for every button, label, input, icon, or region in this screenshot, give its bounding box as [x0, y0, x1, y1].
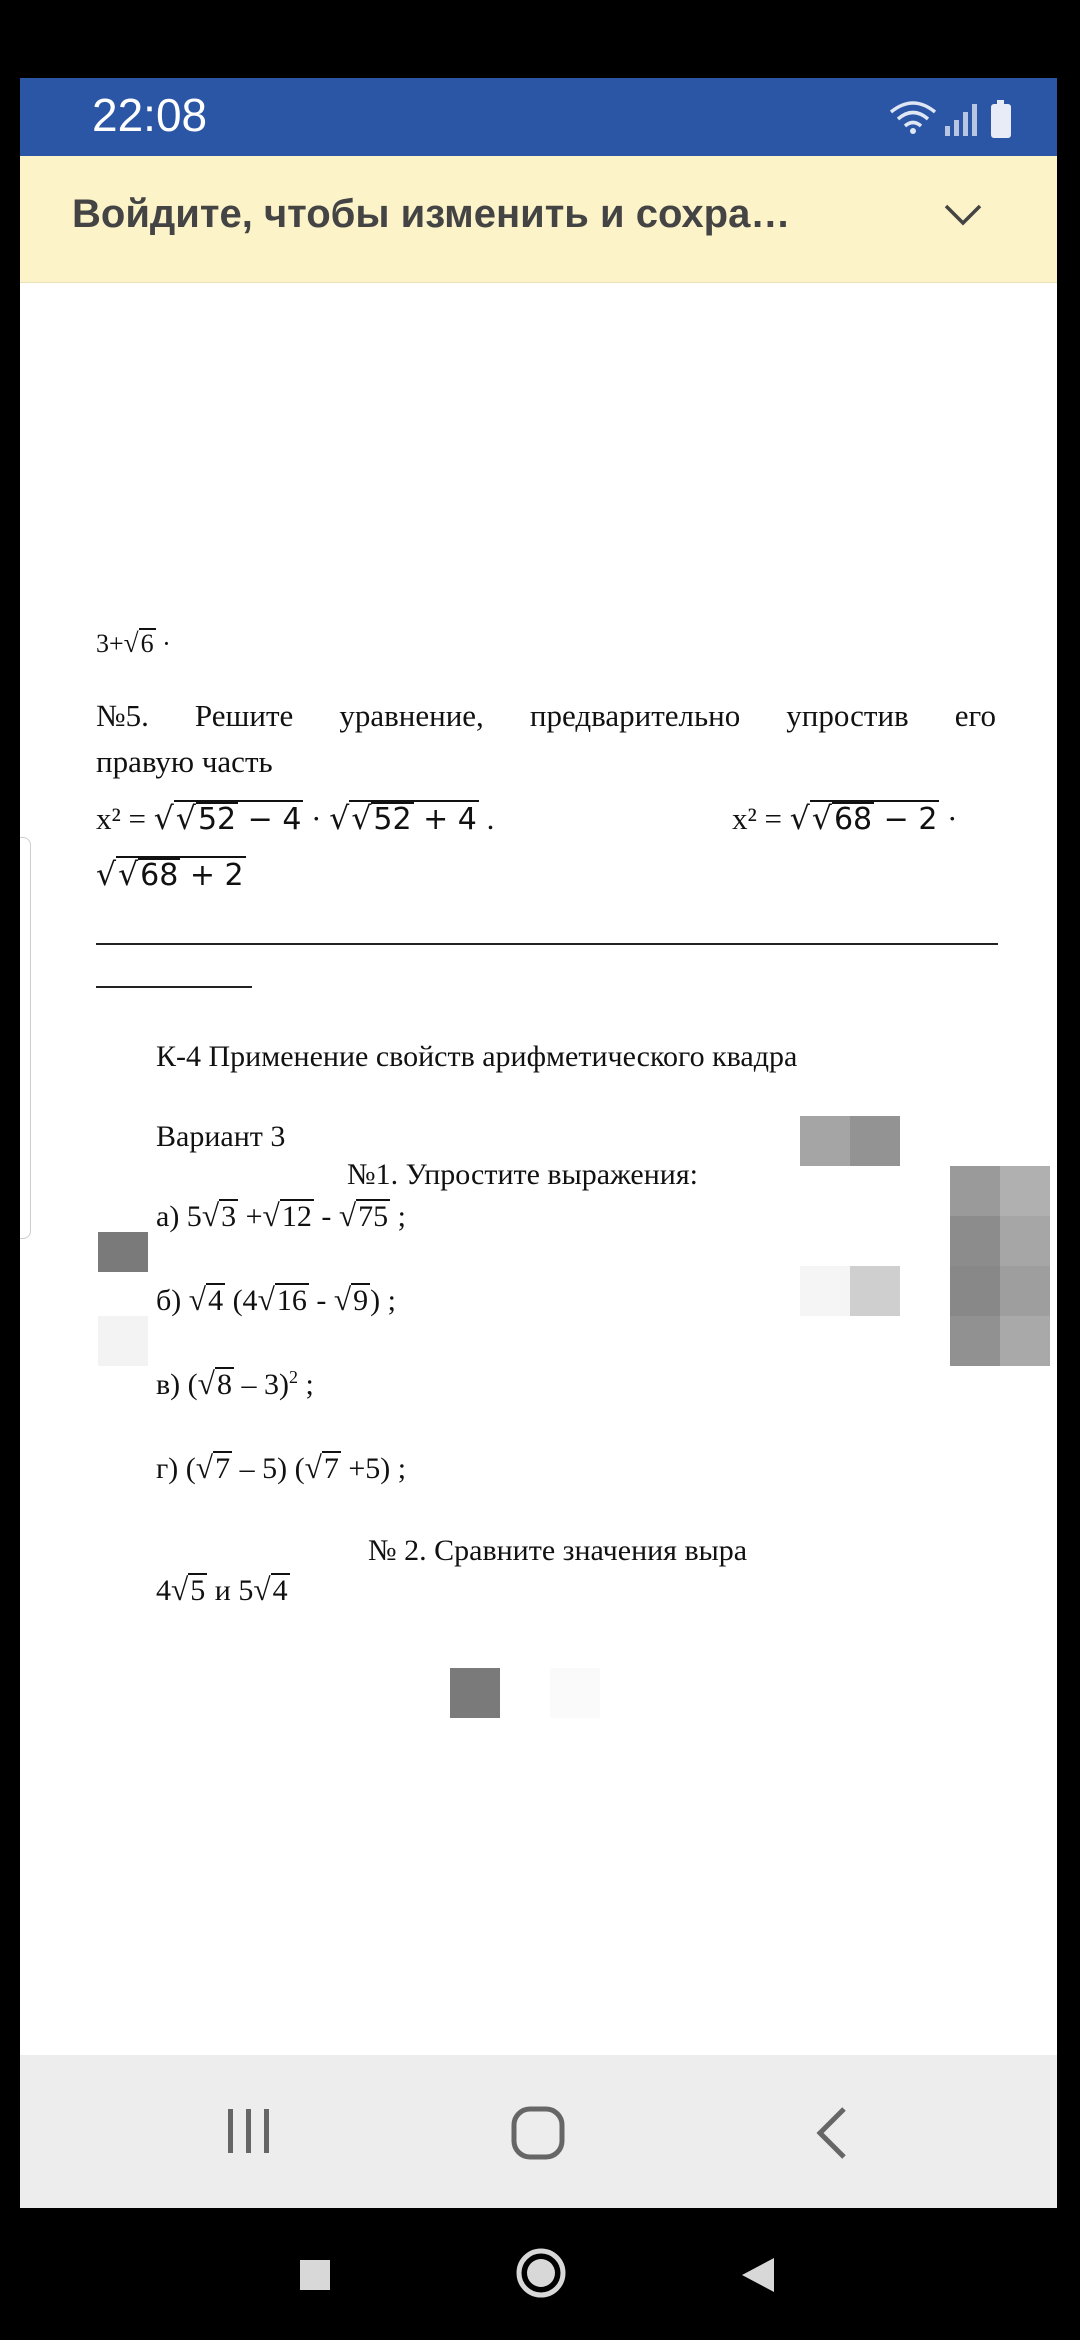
item-g-radicand-2: 7 — [323, 1452, 339, 1485]
item-b-radicand: 4 — [208, 1284, 224, 1317]
square-icon[interactable] — [298, 2258, 332, 2292]
fragment-prefix: 3+ — [96, 629, 124, 658]
eq1-inner-2: 52 — [373, 802, 412, 837]
item-g-mid: – 5) ( — [232, 1452, 305, 1485]
pixel-artifact — [950, 1266, 1000, 1316]
triangle-back-icon[interactable] — [740, 2256, 776, 2294]
status-bar — [20, 78, 1057, 156]
eq1-inner: 52 — [197, 802, 237, 837]
eq2-inner-2: 68 — [140, 858, 179, 893]
sign-in-banner[interactable] — [20, 156, 1057, 283]
pixel-artifact — [950, 1316, 1000, 1366]
item-a-minus: - — [313, 1200, 339, 1233]
fragment-suffix: · — [155, 629, 171, 658]
back-icon[interactable] — [812, 2105, 852, 2161]
fragment-radicand: 6 — [140, 629, 154, 658]
task5-word: упростив — [786, 698, 909, 733]
pixel-artifact — [800, 1116, 850, 1166]
sqrt-symbol: √6 — [123, 628, 154, 658]
task1-item-a: а) 5√3 +√12 - √75 ; — [156, 1198, 406, 1233]
equation-2: x² = √√68 − 2 · — [732, 801, 958, 837]
home-icon[interactable] — [510, 2105, 566, 2161]
compare-radicand-2: 4 — [272, 1574, 288, 1607]
eq1-dot: · — [303, 801, 330, 836]
item-b-radicand-3: 9 — [353, 1284, 369, 1317]
pixel-artifact — [950, 1216, 1000, 1266]
task2-compare: 4√5 и 5√4 — [156, 1572, 288, 1607]
equation-2-cont: √√68 + 2 — [96, 857, 244, 893]
pixel-artifact — [550, 1668, 600, 1718]
status-icons — [887, 96, 1027, 140]
sign-in-banner-text: Войдите, чтобы изменить и сохра… — [72, 192, 791, 236]
document-page[interactable] — [20, 282, 1057, 2132]
task1-item-v: в) (√8 – 3)$^2$ ; — [156, 1366, 314, 1401]
item-g-label: г) ( — [156, 1452, 196, 1485]
pixel-artifact — [850, 1116, 900, 1166]
pixel-artifact — [98, 1232, 148, 1272]
battery-icon — [991, 100, 1011, 138]
item-a-label: а) 5 — [156, 1200, 202, 1233]
eq2-tail: − 2 — [874, 802, 938, 837]
app-nav-bar — [20, 2055, 1057, 2208]
task5-word: его — [954, 698, 996, 733]
compare-a: 4 — [156, 1574, 171, 1607]
pixel-artifact — [1000, 1166, 1050, 1216]
item-b-mid: (4 — [225, 1284, 258, 1317]
task5-word: №5. — [96, 698, 149, 733]
pixel-artifact — [98, 1316, 148, 1366]
eq2-lhs: x² = — [732, 801, 790, 836]
eq1-lhs: x² = — [96, 801, 154, 836]
compare-radicand: 5 — [190, 1574, 206, 1607]
wifi-icon — [891, 103, 935, 134]
pixel-artifact — [850, 1266, 900, 1316]
pixel-artifact — [950, 1166, 1000, 1216]
item-v-end: ; — [297, 1368, 314, 1401]
item-b-end: ) ; — [370, 1284, 396, 1317]
eq2-dot: · — [939, 801, 958, 836]
task5-word: Решите — [194, 698, 294, 733]
eq1-end: . — [478, 801, 495, 836]
item-a-end: ; — [390, 1200, 406, 1233]
compare-and: и 5 — [207, 1574, 254, 1607]
item-g-radicand: 7 — [215, 1452, 231, 1485]
signal-icon — [945, 104, 977, 136]
item-a-radicand-3: 75 — [358, 1200, 389, 1233]
circle-icon[interactable] — [514, 2246, 568, 2300]
fragment-line — [96, 628, 171, 659]
item-b-label: б) — [156, 1284, 189, 1317]
task5-word: предварительно — [529, 698, 741, 733]
item-v-radicand: 8 — [216, 1368, 232, 1401]
pixel-artifact — [1000, 1216, 1050, 1266]
system-nav-bar — [0, 2208, 1080, 2340]
item-a-plus: + — [238, 1200, 263, 1233]
item-v-label: в) ( — [156, 1368, 198, 1401]
item-b-radicand-2: 16 — [276, 1284, 307, 1317]
item-v-exponent: 2 — [288, 1367, 298, 1387]
item-a-radicand-2: 12 — [281, 1200, 312, 1233]
pixel-artifact — [800, 1266, 850, 1316]
eq1-tail-2: + 4 — [413, 802, 477, 837]
answer-line-short — [96, 986, 252, 988]
answer-line — [96, 943, 998, 945]
task1-title: №1. Упростите выражения: — [347, 1158, 698, 1191]
pixel-artifact — [1000, 1266, 1050, 1316]
item-b-minus: - — [308, 1284, 334, 1317]
pixel-artifact — [1000, 1316, 1050, 1366]
recent-apps-icon[interactable] — [224, 2107, 274, 2155]
task5-word: уравнение, — [339, 698, 484, 733]
chevron-down-icon[interactable] — [943, 202, 983, 228]
item-a-radicand: 3 — [221, 1200, 237, 1233]
k4-title: К-4 Применение свойств арифметического квадра — [156, 1040, 798, 1073]
item-g-end: +5) ; — [340, 1452, 407, 1485]
task2-title: № 2. Сравните значения выра — [368, 1534, 748, 1567]
task1-item-g: г) (√7 – 5) (√7 +5) ; — [156, 1450, 407, 1485]
task5-line2: правую часть — [96, 744, 273, 779]
eq2-inner: 68 — [833, 802, 873, 837]
variant-label: Вариант 3 — [156, 1120, 286, 1153]
task1-item-b: б) √4 (4√16 - √9) ; — [156, 1282, 396, 1317]
eq2-tail-2: + 2 — [180, 858, 244, 893]
equation-1: x² = √√52 − 4 · √√52 + 4 . — [96, 801, 495, 837]
eq1-tail: − 4 — [238, 802, 302, 837]
phone-screen — [20, 78, 1057, 2208]
page-edge-marker — [20, 837, 31, 1239]
task5-title — [96, 698, 996, 734]
status-time: 22:08 — [92, 89, 208, 141]
pixel-artifact — [450, 1668, 500, 1718]
item-v-tail: – 3) — [233, 1368, 289, 1401]
